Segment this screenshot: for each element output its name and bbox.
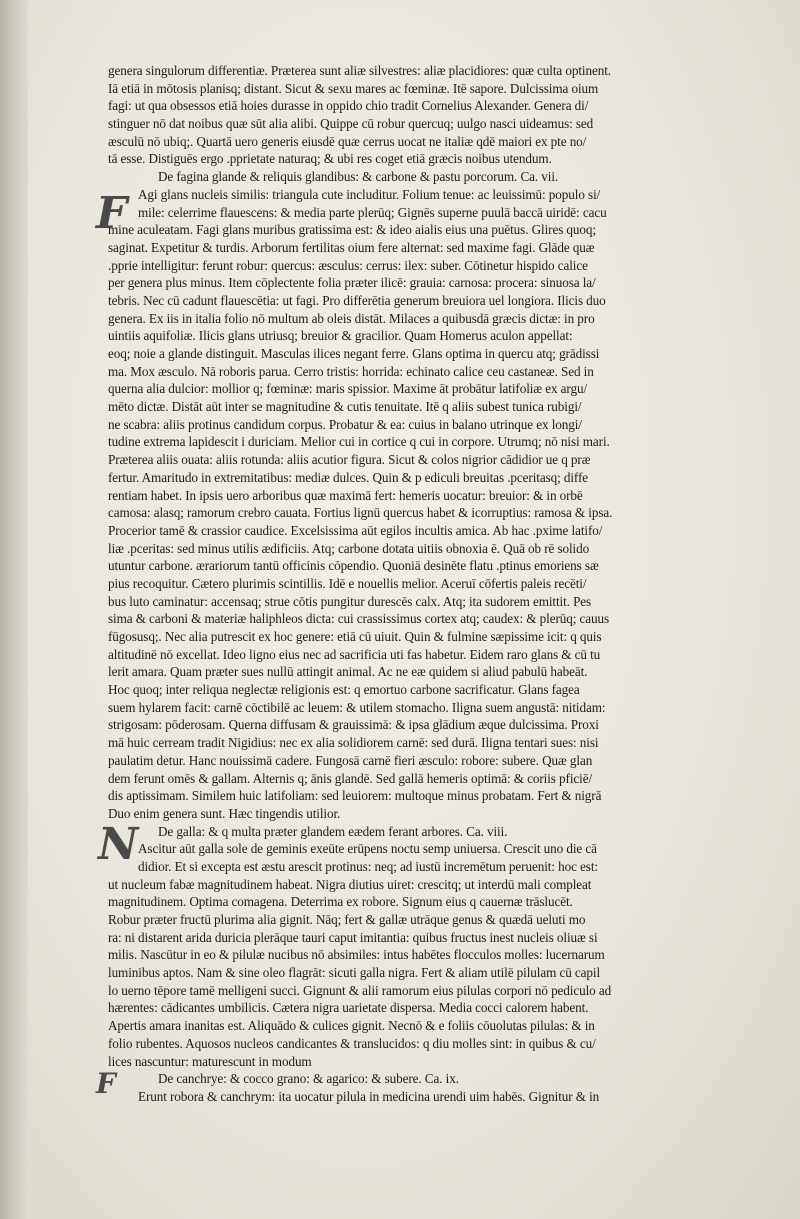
text-line: tudine extrema lapidescit i duriciam. Melior cui in cortice q cui in corpore. Utrumq; nō nisi mari. xyxy=(108,434,610,450)
text-line: camosa: alasq; ramorum crebro cauata. Fortius lignū quercus habet & icorruptius: ramosa & ipsa. xyxy=(108,505,613,521)
text-line: uintiis aquifoliæ. Ilicis glans utriusq; breuior & gracilior. Quam Homerus aculon appellat: xyxy=(108,328,573,344)
text-line: didior. Et si excepta est æstu arescit protinus: neq; ad iustū incremētum peruenit: hoc est: xyxy=(138,858,598,874)
text-line: Præterea aliis ouata: aliis rotunda: aliis acutior figura. Sicut & colos nigrior cādidior ue q præ xyxy=(108,452,591,468)
decorated-initial-f: F xyxy=(96,188,128,239)
text-line: magnitudinem. Optima comagena. Deterrima ex robore. Signum eius q cauernæ trāslucēt. xyxy=(108,894,573,910)
text-line: mile: celerrime flauescens: & media parte plerūq; Gignēs superne puulā baccā uiridē: cacu xyxy=(138,204,607,220)
text-line: per genera plus minus. Item cōplectente folia præter ilicē: grauia: carnosa: procera: sinuosa la/ xyxy=(108,275,596,291)
text-line: lo uerno tēpore tamē melligeni succi. Gignunt & alii ramorum eius pilulas corpori nō pediculo ad xyxy=(108,982,612,998)
text-line: stinguer nō dat noibus quæ sūt alia alibi. Quippe cū robur quercuq; uulgo nasci uideamus: sed xyxy=(108,116,594,132)
chapter-heading-viii: De galla: & q multa præter glandem eædem ferant arbores. Ca. viii. xyxy=(158,823,508,839)
text-line: milis. Nascūtur in eo & pilulæ nucibus nō absimiles: intus habētes flocculos molles: lucernarum xyxy=(108,947,605,963)
text-line: Erunt robora & canchrym: ita uocatur pilula in medicina urendi uim habēs. Gignitur & in xyxy=(138,1088,600,1104)
text-line: Agi glans nucleis similis: triangula cute includitur. Folium tenue: ac leuissimū: populo si/ xyxy=(138,186,601,202)
text-line: luminibus aptos. Nam & sine oleo flagrāt: sicuti galla nigra. Fert & aliam utilē pilulam cū capil xyxy=(108,965,601,981)
text-line: bus luto caminatur: accensaq; strue cōtis pungitur durescēs calx. Atq; ita sudorem emittit. Pes xyxy=(108,593,592,609)
text-line: dem ferunt omēs & gallam. Alternis q; ānis glandē. Sed gallā hemeris optimā: & coriis pficiē/ xyxy=(108,770,593,786)
text-line: saginat. Expetitur & turdis. Arborum fertilitas oium fere alternat: sed maxime fagi. Glāde quæ xyxy=(108,239,595,255)
page-binding-edge xyxy=(0,0,28,1219)
text-line: lices nascuntur: maturescunt in modum xyxy=(108,1053,312,1069)
chapter-heading-vii: De fagina glande & reliquis glandibus: & carbone & pastu porcorum. Ca. vii. xyxy=(158,169,559,185)
text-line: mā huic cerream tradit Nigidius: nec ex alia solidiorem carnē: sed durā. Iligna tentari sues: nisi xyxy=(108,735,599,751)
text-line: liæ .pceritas: sed minus utilis ædificiis. Atq; carbone dotata uitiis obnoxia ē. Quā ob rē solido xyxy=(108,540,590,556)
text-line: tebris. Nec cū cadunt flauescētia: ut fagi. Pro differētia generum breuiora uel longiora. Ilicis duo xyxy=(108,292,606,308)
text-line: æsculū nō ubiq;. Quartā uero generis eiusdē quæ cerrus uocat ne italiæ qdē maiori ex pte no/ xyxy=(108,133,587,149)
text-line: sima & carboni & materiæ haliphleos dicta: cui crassissimus cortex atq; caudex: & plerūq; cauus xyxy=(108,611,610,627)
text-line: Procerior tamē & crassior caudice. Excelsissima aūt egilos incultis amica. Ab hac .pxime latifo/ xyxy=(108,522,603,538)
text-line: strigosam: pōderosam. Querna diffusam & grauissimā: & ipsa glādium æque dulcissima. Proxi xyxy=(108,717,599,733)
text-line: utuntur carbone. ærariorum tantū officinis cōpendio. Quoniā desinēte flatu .ptinus emoriens sæ xyxy=(108,558,599,574)
text-line: altitudinē nō excellat. Ideo ligno eius nec ad sacrificia uti fas habetur. Eidem raro glans & cū tu xyxy=(108,646,601,662)
text-line: pius recoquitur. Cætero plurimis scintillis. Idē e nouellis melior. Aceruī cōfertis paleis recēti/ xyxy=(108,575,587,591)
text-line: Robur præter fructū plurima alia gignit. Nāq; fert & gallæ utrāque genus & quædā ueluti mo xyxy=(108,912,586,927)
text-line: ne scabra: aliis protinus candidum corpus. Probatur & ea: cuius in balano utrinque ex longi/ xyxy=(108,416,582,432)
text-line: Duo enim genera sunt. Hæc tingendis utilior. xyxy=(108,805,341,821)
text-line: dis aptissimam. Similem huic latifoliam: sed leuiorem: multoque minus probatam. Fert & nigrā xyxy=(108,788,602,804)
text-line: fūgosusq;. Nec alia putrescit ex hoc genere: etiā cū uiuit. Quin & fulmine sæpissime icit: q quis xyxy=(108,629,602,644)
text-line: ut nucleum fabæ magnitudinem habeat. Nigra diutius uiret: crescitq; ut interdū mali compleat xyxy=(108,876,592,892)
text-line: fertur. Amaritudo in extremitatibus: mediæ dulces. Quin & p ediculi breuitas .pceritasq; diffe xyxy=(108,469,589,485)
text-line: Apertis amara inanitas est. Aliquādo & culices gignit. Necnō & e foliis cōuolutas pilulas: & in xyxy=(108,1018,595,1034)
text-line: eoq; noie a glande distinguit. Masculas ilices negant ferre. Glans optima in quercu atq; grādissi xyxy=(108,346,600,361)
text-line: ma. Mox æsculo. Nā roboris parua. Cerro tristis: horrida: echinato calice ceu castaneæ. Sed in xyxy=(108,363,594,379)
text-line: tā esse. Distiguēs ergo .pprietate naturaq; & ubi res coget etiā græcis noibus utendum. xyxy=(108,151,552,167)
text-line: paulatim detur. Hanc nouissimā cadere. Fungosā carnē fieri æsculo: robore: subere. Quæ glan xyxy=(108,752,593,768)
text-line: Iā etiā in mōtosis planisq; distant. Sicut & sexu mares ac fœminæ. Itē sapore. Dulcissima oium xyxy=(108,80,599,96)
text-line: folio rubentes. Aquosos nucleos candicantes & translucidos: q diu molles sint: in quibus & cu/ xyxy=(108,1035,596,1051)
text-line: .pprie intelligitur: ferunt robur: quercus: æsculus: cerrus: ilex: suber. Cōtinetur hispido calice xyxy=(108,257,588,273)
text-line: Ascitur aūt galla sole de geminis exeūte erūpens noctu semp uniuersa. Crescit uno die cā xyxy=(138,841,597,857)
text-line: genera singulorum differentiæ. Præterea sunt aliæ silvestres: aliæ placidiores: quæ culta optinent. xyxy=(108,63,611,78)
decorated-initial-f2: F xyxy=(96,1067,116,1100)
text-line: fagi: ut qua obsessos etiā hoies durasse in oppido chio tradit Cornelius Alexander. Genera di/ xyxy=(108,98,589,114)
text-line: mine aculeatam. Fagi glans muribus gratissima est: & ideo aialis eius una puētus. Glires quoq; xyxy=(108,222,596,238)
text-line: genera. Ex iis in italia folio nō multum ab oleis distāt. Milaces a quibusdā græcis dictæ: in pro xyxy=(108,310,595,326)
text-line: hærentes: cādicantes umbilicis. Cætera nigra uarietate dispersa. Media cocci calorem habent. xyxy=(108,1000,589,1016)
text-line: lerit amara. Quam præter sues nullū attingit animal. Ac ne eæ quidem si aliud pabulū habeāt. xyxy=(108,664,588,680)
text-line: rentiam habet. In ipsis uero arboribus quæ maximā fert: hemeris uocatur: breuior: & in orbē xyxy=(108,487,583,503)
text-line: Hoc quoq; inter reliqua neglectæ religionis est: q emortuo carbone sacrificatur. Glans fagea xyxy=(108,682,580,698)
text-line: ra: ni distarent arida duricia plerāque tauri caput imitantia: quibus fructus inest nucleis oliuæ si xyxy=(108,929,598,945)
decorated-initial-n: N xyxy=(98,819,139,870)
text-line: suem hylarem facit: carnē cōctibilē ac leuem: & utilem stomacho. Iligna suem angustā: nitidam: xyxy=(108,699,606,715)
text-column xyxy=(96,62,688,1106)
chapter-heading-ix: De canchrye: & cocco grano: & agarico: & subere. Ca. ix. xyxy=(158,1071,459,1087)
text-line: mēto dictæ. Distāt aūt inter se magnitudine & cutis tenuitate. Itē q aliis subest tunica rubigi/ xyxy=(108,399,582,415)
text-line: querna alia dulcior: mollior q; fœminæ: maris spissior. Maxime āt probātur latifoliæ ex argu/ xyxy=(108,381,588,397)
